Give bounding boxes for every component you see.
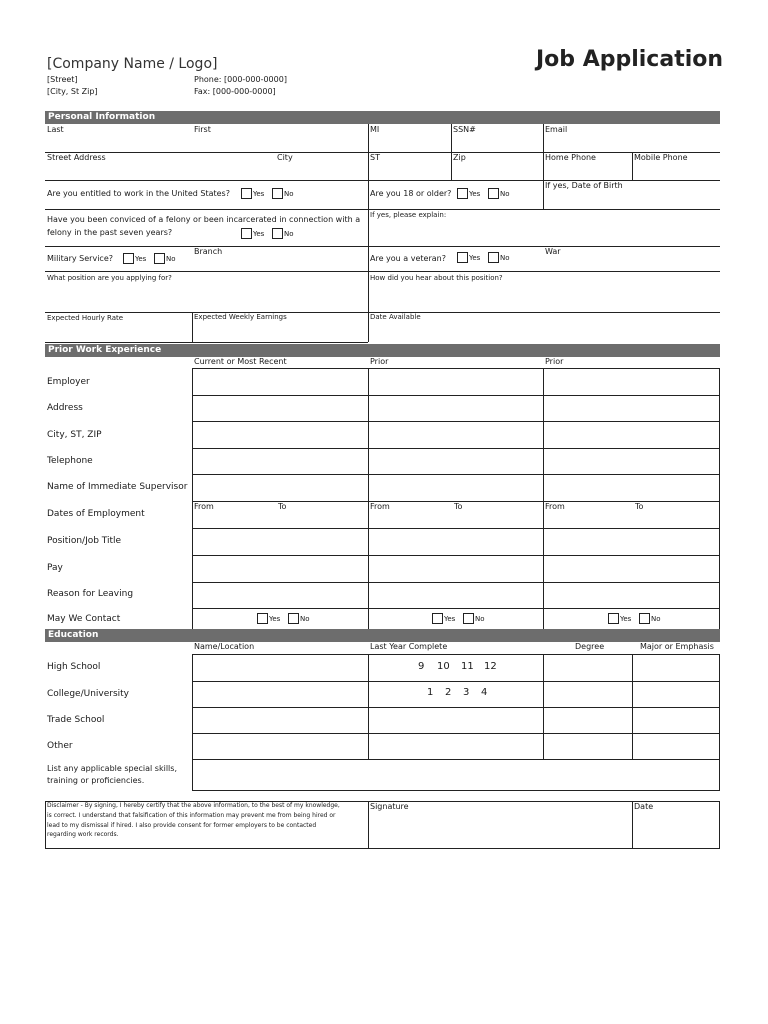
no-label: No bbox=[500, 190, 510, 198]
column-prior: Prior bbox=[370, 357, 389, 366]
age-no-checkbox[interactable] bbox=[488, 188, 499, 199]
no-label: No bbox=[475, 615, 485, 623]
college-year-option[interactable]: 4 bbox=[481, 687, 488, 698]
label-from: From bbox=[545, 502, 565, 511]
divider bbox=[45, 342, 368, 343]
hs-year-option[interactable]: 9 bbox=[418, 661, 425, 672]
divider bbox=[632, 152, 633, 180]
label-from: From bbox=[370, 502, 390, 511]
row-label-reason-for-leaving: Reason for Leaving bbox=[47, 589, 134, 599]
divider bbox=[192, 608, 720, 609]
divider bbox=[45, 209, 720, 210]
yes-label: Yes bbox=[253, 230, 265, 238]
company-phone: Phone: [000-000-0000] bbox=[194, 75, 287, 84]
hs-year-option[interactable]: 12 bbox=[484, 661, 497, 672]
column-last-year-complete: Last Year Complete bbox=[370, 642, 448, 651]
question-felony-line1: Have you been conviced of a felony or been incarcerated in connection with a bbox=[47, 215, 361, 224]
row-label-high-school: High School bbox=[47, 662, 101, 672]
question-veteran: Are you a veteran? bbox=[370, 254, 446, 263]
label-first: First bbox=[194, 125, 211, 134]
felony-yes-checkbox[interactable] bbox=[241, 228, 252, 239]
yes-label: Yes bbox=[135, 255, 147, 263]
no-label: No bbox=[284, 230, 294, 238]
label-date: Date bbox=[634, 802, 654, 811]
divider bbox=[192, 582, 720, 583]
label-from: From bbox=[194, 502, 214, 511]
divider bbox=[45, 271, 720, 272]
work-grid bbox=[192, 368, 720, 630]
section-personal-information: Personal Information bbox=[45, 111, 720, 124]
section-prior-work-experience: Prior Work Experience bbox=[45, 344, 720, 357]
column-degree: Degree bbox=[575, 642, 605, 651]
no-label: No bbox=[166, 255, 176, 263]
column-current-or-most-recent: Current or Most Recent bbox=[194, 357, 287, 366]
no-label: No bbox=[300, 615, 310, 623]
entitled-yes-checkbox[interactable] bbox=[241, 188, 252, 199]
label-expected-hourly-rate: Expected Hourly Rate bbox=[47, 314, 124, 322]
college-year-option[interactable]: 1 bbox=[427, 687, 434, 698]
disclaimer-line4: regarding work records. bbox=[47, 831, 119, 838]
divider bbox=[192, 395, 720, 396]
divider bbox=[368, 124, 369, 342]
yes-label: Yes bbox=[269, 615, 281, 623]
question-felony-line2: felony in the past seven years? bbox=[47, 228, 173, 237]
military-yes-checkbox[interactable] bbox=[123, 253, 134, 264]
divider bbox=[192, 681, 720, 682]
divider bbox=[632, 801, 633, 849]
divider bbox=[192, 448, 720, 449]
yes-label: Yes bbox=[444, 615, 456, 623]
disclaimer-line3: lead to my dismissal if hired. I also provide consent for former employers to be contacted bbox=[47, 822, 317, 829]
contact-prior2-yes-checkbox[interactable] bbox=[608, 613, 619, 624]
felony-no-checkbox[interactable] bbox=[272, 228, 283, 239]
divider bbox=[192, 528, 720, 529]
label-how-did-you-hear: How did you hear about this position? bbox=[370, 274, 503, 282]
contact-current-yes-checkbox[interactable] bbox=[257, 613, 268, 624]
veteran-no-checkbox[interactable] bbox=[488, 252, 499, 263]
column-major-or-emphasis: Major or Emphasis bbox=[640, 642, 714, 651]
divider bbox=[45, 152, 720, 153]
row-label-city-st-zip: City, ST, ZIP bbox=[47, 430, 102, 440]
label-home-phone: Home Phone bbox=[545, 153, 596, 162]
divider bbox=[368, 368, 369, 630]
divider bbox=[192, 474, 720, 475]
education-grid bbox=[192, 654, 720, 791]
company-name: [Company Name / Logo] bbox=[47, 56, 218, 72]
label-date-available: Date Available bbox=[370, 313, 421, 321]
hs-year-option[interactable]: 11 bbox=[461, 661, 474, 672]
divider bbox=[192, 312, 193, 342]
divider bbox=[543, 368, 544, 630]
page-title: Job Application bbox=[536, 47, 724, 72]
company-fax: Fax: [000-000-0000] bbox=[194, 87, 276, 96]
row-label-telephone: Telephone bbox=[47, 456, 93, 466]
yes-label: Yes bbox=[469, 254, 481, 262]
label-mobile-phone: Mobile Phone bbox=[634, 153, 688, 162]
label-branch: Branch bbox=[194, 247, 223, 256]
label-st: ST bbox=[370, 153, 380, 162]
divider bbox=[543, 124, 544, 209]
yes-label: Yes bbox=[620, 615, 632, 623]
label-street-address: Street Address bbox=[47, 153, 106, 162]
label-email: Email bbox=[545, 125, 568, 134]
column-prior: Prior bbox=[545, 357, 564, 366]
label-city: City bbox=[277, 153, 293, 162]
row-label-position-title: Position/Job Title bbox=[47, 536, 122, 546]
no-label: No bbox=[284, 190, 294, 198]
yes-label: Yes bbox=[253, 190, 265, 198]
label-war: War bbox=[545, 247, 561, 256]
divider bbox=[192, 733, 720, 734]
row-label-address: Address bbox=[47, 403, 83, 413]
divider bbox=[192, 707, 720, 708]
veteran-yes-checkbox[interactable] bbox=[457, 252, 468, 263]
divider bbox=[368, 801, 369, 849]
row-label-pay: Pay bbox=[47, 563, 63, 573]
college-year-option[interactable]: 2 bbox=[445, 687, 452, 698]
entitled-no-checkbox[interactable] bbox=[272, 188, 283, 199]
row-label-college: College/University bbox=[47, 689, 130, 699]
row-label-dates-of-employment: Dates of Employment bbox=[47, 509, 145, 519]
label-special-skills-line2: training or proficiencies. bbox=[47, 776, 145, 785]
divider bbox=[192, 555, 720, 556]
row-label-may-we-contact: May We Contact bbox=[47, 614, 121, 624]
disclaimer-line2: is correct. I understand that falsification of this information may prevent me from being hired or bbox=[47, 812, 336, 819]
company-city: [City, St Zip] bbox=[47, 87, 98, 96]
question-military-service: Military Service? bbox=[47, 254, 113, 263]
contact-prior1-no-checkbox[interactable] bbox=[463, 613, 474, 624]
contact-prior2-no-checkbox[interactable] bbox=[639, 613, 650, 624]
label-please-explain: If yes, please explain: bbox=[370, 211, 447, 219]
label-to: To bbox=[278, 502, 287, 511]
row-label-trade-school: Trade School bbox=[47, 715, 105, 725]
no-label: No bbox=[500, 254, 510, 262]
disclaimer-line1: Disclaimer - By signing, I hereby certify that the above information, to the best of my knowledge, bbox=[47, 802, 340, 809]
label-signature: Signature bbox=[370, 802, 409, 811]
divider bbox=[45, 246, 720, 247]
label-expected-weekly-earnings: Expected Weekly Earnings bbox=[194, 313, 287, 321]
label-zip: Zip bbox=[453, 153, 466, 162]
divider bbox=[451, 124, 452, 180]
label-date-of-birth: If yes, Date of Birth bbox=[545, 181, 623, 190]
label-to: To bbox=[454, 502, 463, 511]
label-mi: MI bbox=[370, 125, 380, 134]
row-label-other: Other bbox=[47, 741, 73, 751]
label-last: Last bbox=[47, 125, 64, 134]
question-18-or-older: Are you 18 or older? bbox=[370, 189, 452, 198]
row-label-employer: Employer bbox=[47, 377, 90, 387]
question-entitled-to-work: Are you entitled to work in the United States? bbox=[47, 189, 230, 198]
age-yes-checkbox[interactable] bbox=[457, 188, 468, 199]
contact-current-no-checkbox[interactable] bbox=[288, 613, 299, 624]
label-to: To bbox=[635, 502, 644, 511]
row-label-supervisor: Name of Immediate Supervisor bbox=[47, 482, 188, 492]
college-year-option[interactable]: 3 bbox=[463, 687, 470, 698]
military-no-checkbox[interactable] bbox=[154, 253, 165, 264]
column-name-location: Name/Location bbox=[194, 642, 255, 651]
company-street: [Street] bbox=[47, 75, 78, 84]
label-special-skills-line1: List any applicable special skills, bbox=[47, 764, 177, 773]
label-position: What position are you applying for? bbox=[47, 274, 172, 282]
contact-prior1-yes-checkbox[interactable] bbox=[432, 613, 443, 624]
yes-label: Yes bbox=[469, 190, 481, 198]
no-label: No bbox=[651, 615, 661, 623]
divider bbox=[192, 421, 720, 422]
label-ssn: SSN# bbox=[453, 125, 476, 134]
section-education: Education bbox=[45, 629, 720, 642]
divider bbox=[192, 759, 720, 760]
hs-year-option[interactable]: 10 bbox=[437, 661, 450, 672]
